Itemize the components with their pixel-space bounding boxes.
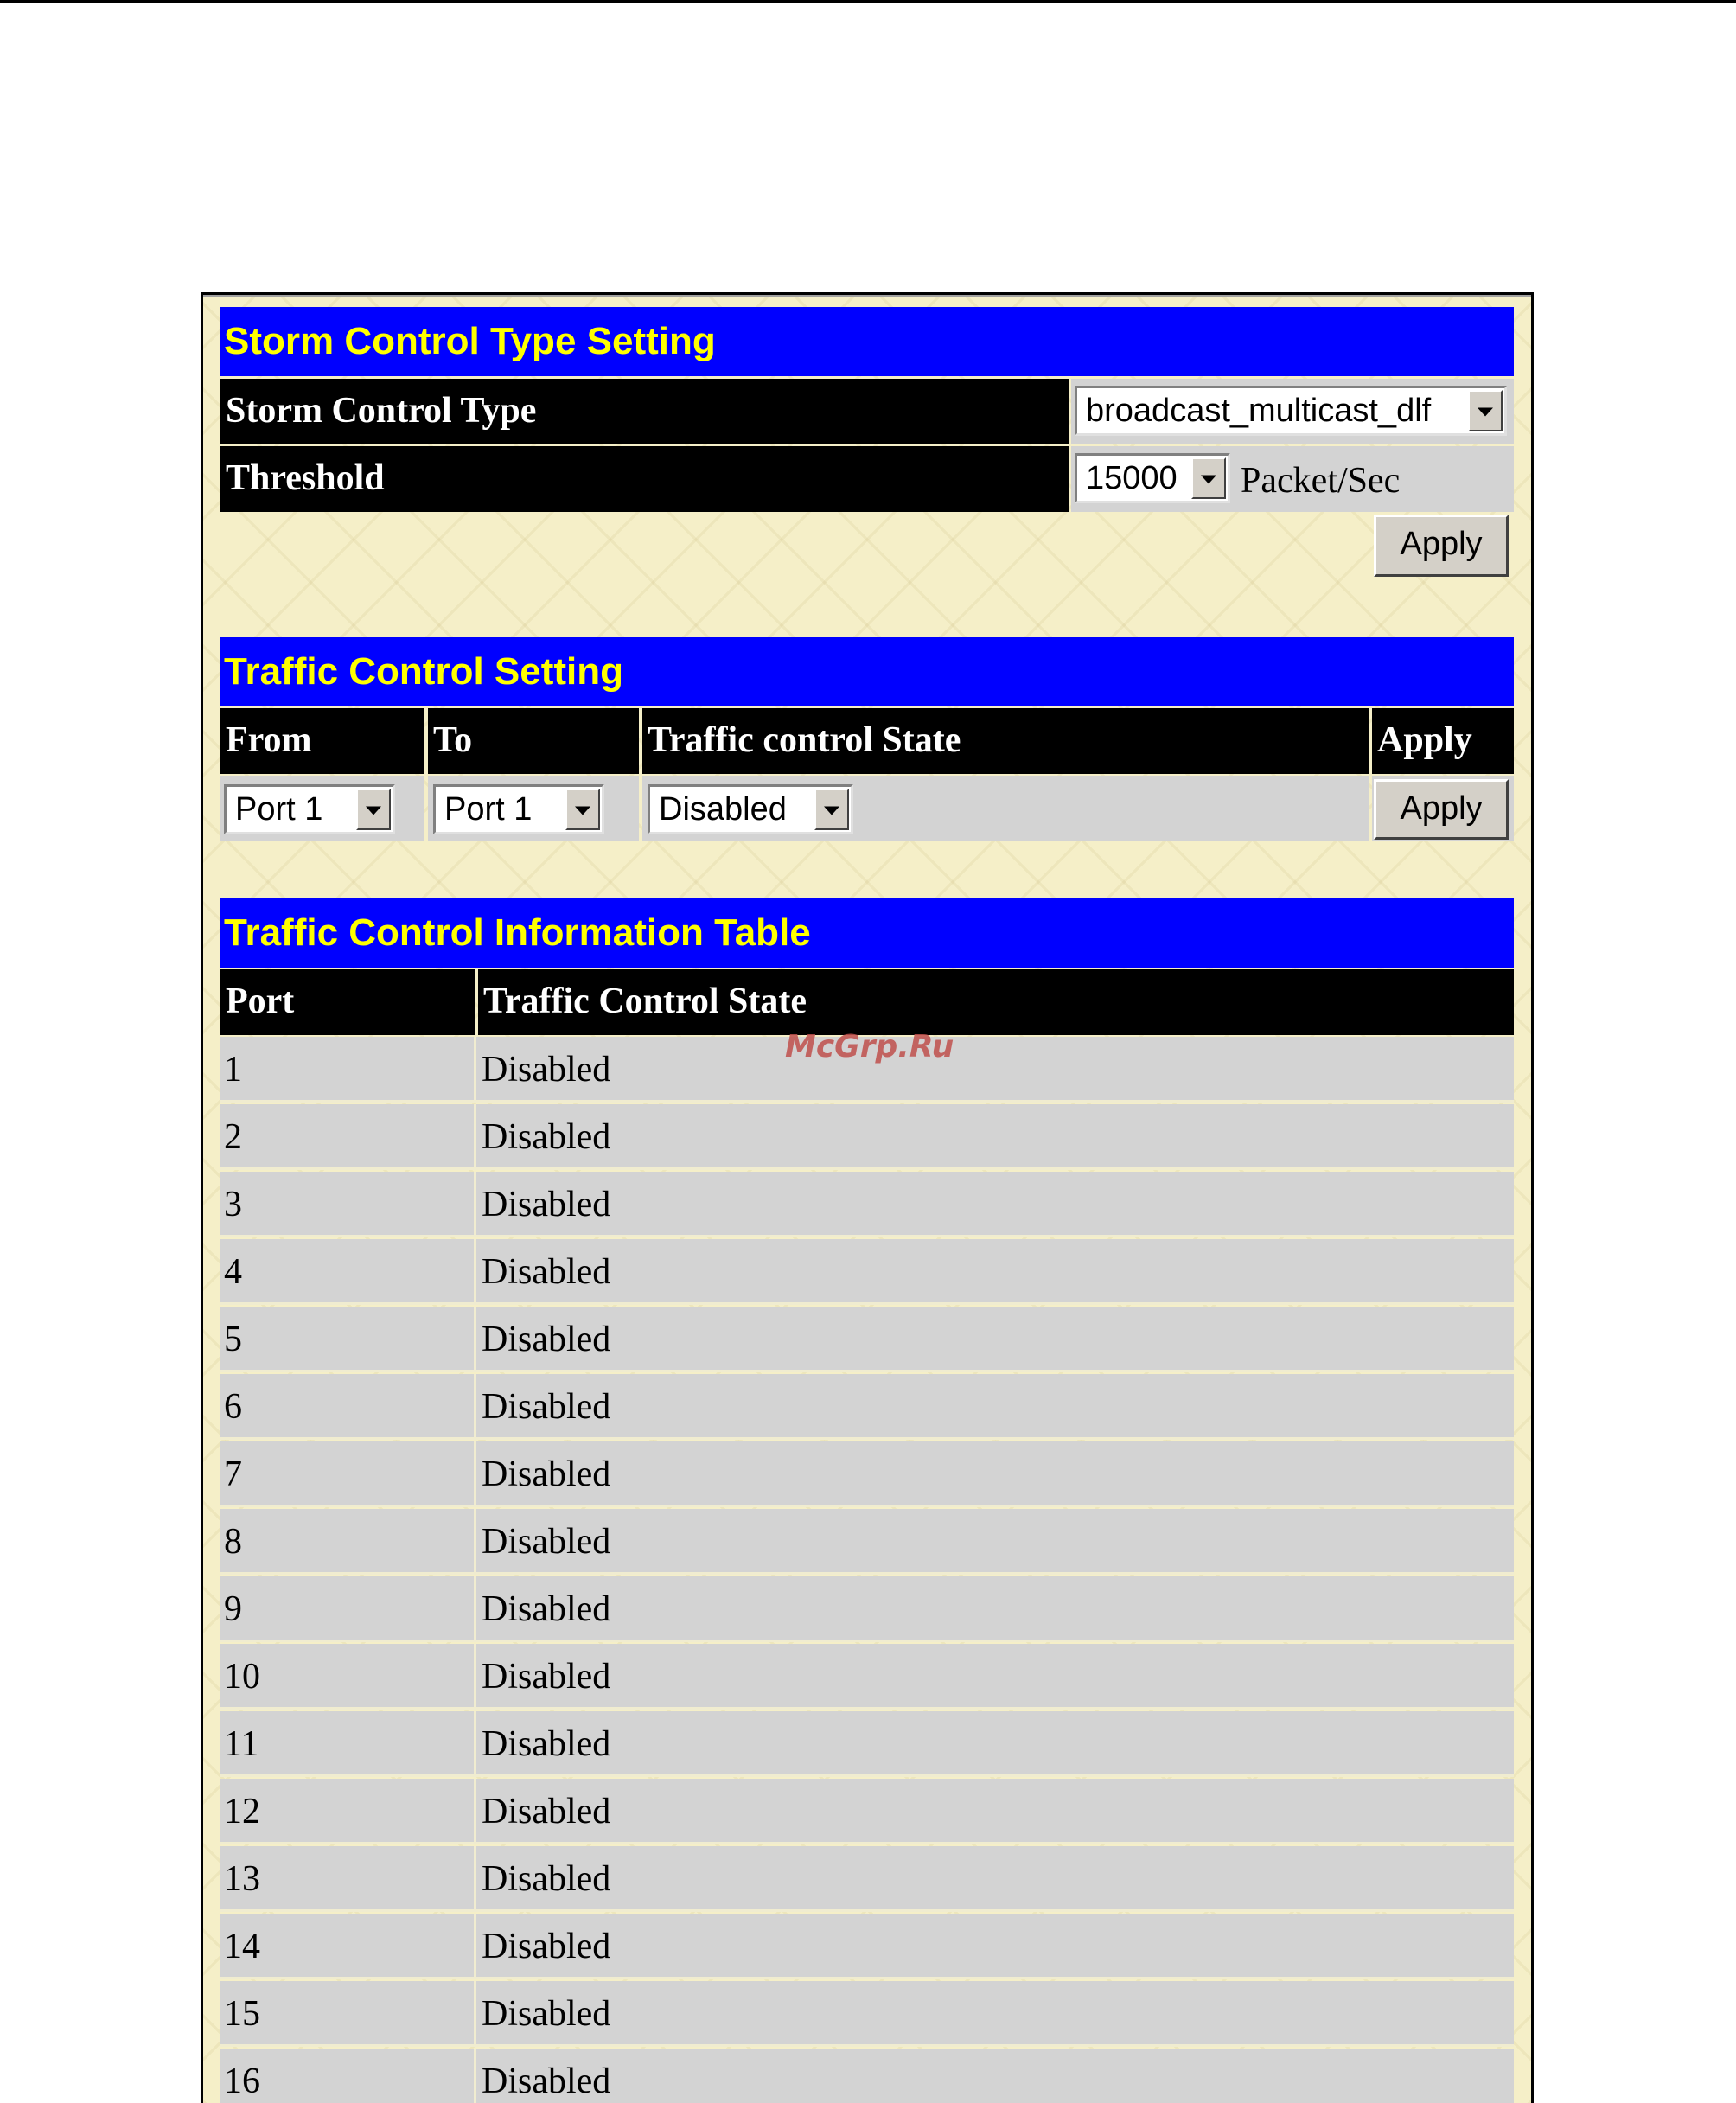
state-cell: Disabled <box>476 2049 1514 2103</box>
config-panel <box>201 292 1534 2103</box>
table-row <box>220 1779 1514 1844</box>
table-row <box>220 1104 1514 1170</box>
col-from-label: From <box>220 708 424 774</box>
state-cell: Disabled <box>476 1576 1514 1640</box>
threshold-label: Threshold <box>220 446 1069 512</box>
state-cell: Disabled <box>476 1104 1514 1167</box>
storm-control-type-cell <box>1071 379 1514 444</box>
traffic-control-setting-header: Traffic Control Setting <box>220 637 1514 706</box>
port-cell: 5 <box>220 1307 476 1370</box>
state-cell: Disabled <box>476 1374 1514 1437</box>
port-cell: 14 <box>220 1914 476 1977</box>
from-port-value: Port 1 <box>235 791 323 828</box>
port-cell: 7 <box>220 1441 476 1505</box>
port-cell: 16 <box>220 2049 476 2103</box>
port-cell: 9 <box>220 1576 476 1640</box>
chevron-down-icon[interactable] <box>814 789 849 830</box>
port-cell: 10 <box>220 1644 476 1707</box>
storm-control-type-label: Storm Control Type <box>220 379 1069 444</box>
to-port-value: Port 1 <box>444 791 533 828</box>
threshold-value: 15000 <box>1086 460 1178 496</box>
table-row <box>220 1374 1514 1440</box>
table-row <box>220 1307 1514 1372</box>
table-row <box>220 1846 1514 1912</box>
state-cell: Disabled <box>476 1307 1514 1370</box>
state-cell: Disabled <box>476 1846 1514 1909</box>
port-cell: 15 <box>220 1981 476 2044</box>
chevron-down-icon[interactable] <box>1468 390 1503 431</box>
chevron-down-icon[interactable] <box>356 789 391 830</box>
storm-control-header: Storm Control Type Setting <box>220 307 1514 376</box>
watermark: McGrp.Ru <box>785 1029 954 1064</box>
state-cell: Disabled <box>476 1711 1514 1774</box>
state-cell: Disabled <box>476 1172 1514 1235</box>
table-row <box>220 1914 1514 1979</box>
port-cell: 2 <box>220 1104 476 1167</box>
storm-control-type-select[interactable] <box>1075 386 1507 436</box>
table-row <box>220 1644 1514 1710</box>
state-cell: Disabled <box>476 1239 1514 1302</box>
port-cell: 6 <box>220 1374 476 1437</box>
port-cell: 3 <box>220 1172 476 1235</box>
col-to-label: To <box>428 708 639 774</box>
state-cell: Disabled <box>476 1441 1514 1505</box>
port-cell: 11 <box>220 1711 476 1774</box>
storm-control-type-value: broadcast_multicast_dlf <box>1086 393 1432 429</box>
state-cell: Disabled <box>476 1509 1514 1572</box>
to-cell <box>428 776 639 841</box>
from-cell <box>220 776 424 841</box>
state-cell: Disabled <box>476 1779 1514 1842</box>
table-row <box>220 1509 1514 1575</box>
port-cell: 8 <box>220 1509 476 1572</box>
port-cell: 1 <box>220 1037 476 1100</box>
threshold-cell <box>1071 446 1514 512</box>
table-row <box>220 2049 1514 2103</box>
table-row <box>220 1981 1514 2047</box>
threshold-select[interactable] <box>1075 453 1230 503</box>
state-cell <box>642 776 1369 841</box>
chevron-down-icon[interactable] <box>1191 457 1226 499</box>
to-port-select[interactable] <box>433 784 604 834</box>
traffic-state-select[interactable] <box>648 784 853 834</box>
state-cell: Disabled <box>476 1981 1514 2044</box>
col-apply-label: Apply <box>1372 708 1514 774</box>
apply-cell <box>1372 776 1514 841</box>
traffic-state-value: Disabled <box>659 791 787 828</box>
table-row <box>220 1576 1514 1642</box>
table-row <box>220 1441 1514 1507</box>
traffic-apply-button[interactable]: Apply <box>1374 779 1509 840</box>
table-row <box>220 1239 1514 1305</box>
col-state-label: Traffic control State <box>642 708 1369 774</box>
storm-apply-button[interactable]: Apply <box>1374 515 1509 577</box>
from-port-select[interactable] <box>224 784 395 834</box>
port-cell: 12 <box>220 1779 476 1842</box>
state-cell: Disabled <box>476 1914 1514 1977</box>
threshold-unit: Packet/Sec <box>1241 461 1401 501</box>
table-row <box>220 1711 1514 1777</box>
state-cell: Disabled <box>476 1644 1514 1707</box>
col-traffic-state-label: Traffic Control State <box>478 969 1514 1035</box>
top-rule <box>0 0 1736 3</box>
port-cell: 4 <box>220 1239 476 1302</box>
col-port-label: Port <box>220 969 475 1035</box>
port-cell: 13 <box>220 1846 476 1909</box>
state-cell: Disabled <box>476 1037 1514 1100</box>
chevron-down-icon[interactable] <box>565 789 600 830</box>
table-row <box>220 1172 1514 1237</box>
info-table-header: Traffic Control Information Table <box>220 898 1514 968</box>
